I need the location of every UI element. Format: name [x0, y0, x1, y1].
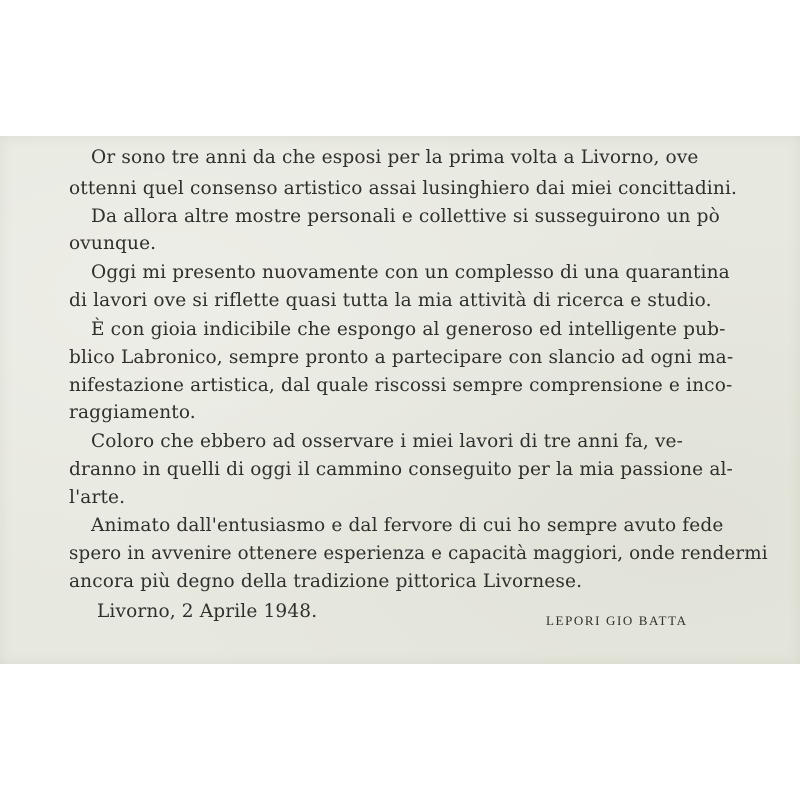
text-line-3: Da allora altre mostre personali e collettive si susseguirono un pò [91, 206, 720, 227]
text-line-6: di lavori ove si riflette quasi tutta la mia attività di ricerca e studio. [69, 290, 712, 311]
place-date: Livorno, 2 Aprile 1948. [97, 601, 318, 622]
text-line-1: Or sono tre anni da che esposi per la prima volta a Livorno, ove [91, 147, 699, 168]
signature: LEPORI GIO BATTA [546, 613, 688, 628]
text-line-13: l'arte. [69, 487, 126, 508]
text-line-14: Animato dall'entusiasmo e dal fervore di cui ho sempre avuto fede [91, 515, 724, 536]
text-line-16: ancora più degno della tradizione pittorica Livornese. [69, 571, 583, 592]
text-line-7: È con gioia indicibile che espongo al generoso ed intelligente pub- [91, 319, 726, 340]
text-line-12: dranno in quelli di oggi il cammino conseguito per la mia passione al- [69, 459, 733, 480]
text-line-4: ovunque. [69, 233, 157, 254]
text-line-11: Coloro che ebbero ad osservare i miei lavori di tre anni fa, ve- [91, 431, 684, 452]
text-line-15: spero in avvenire ottenere esperienza e capacità maggiori, onde rendermi [69, 543, 768, 564]
text-line-5: Oggi mi presento nuovamente con un complesso di una quarantina [91, 262, 730, 283]
text-line-9: nifestazione artistica, dal quale riscossi sempre comprensione e inco- [69, 375, 733, 396]
text-line-8: blico Labronico, sempre pronto a partecipare con slancio ad ogni ma- [69, 347, 734, 368]
text-line-2: ottenni quel consenso artistico assai lusinghiero dai miei concittadini. [69, 178, 738, 199]
text-line-10: raggiamento. [69, 402, 196, 423]
